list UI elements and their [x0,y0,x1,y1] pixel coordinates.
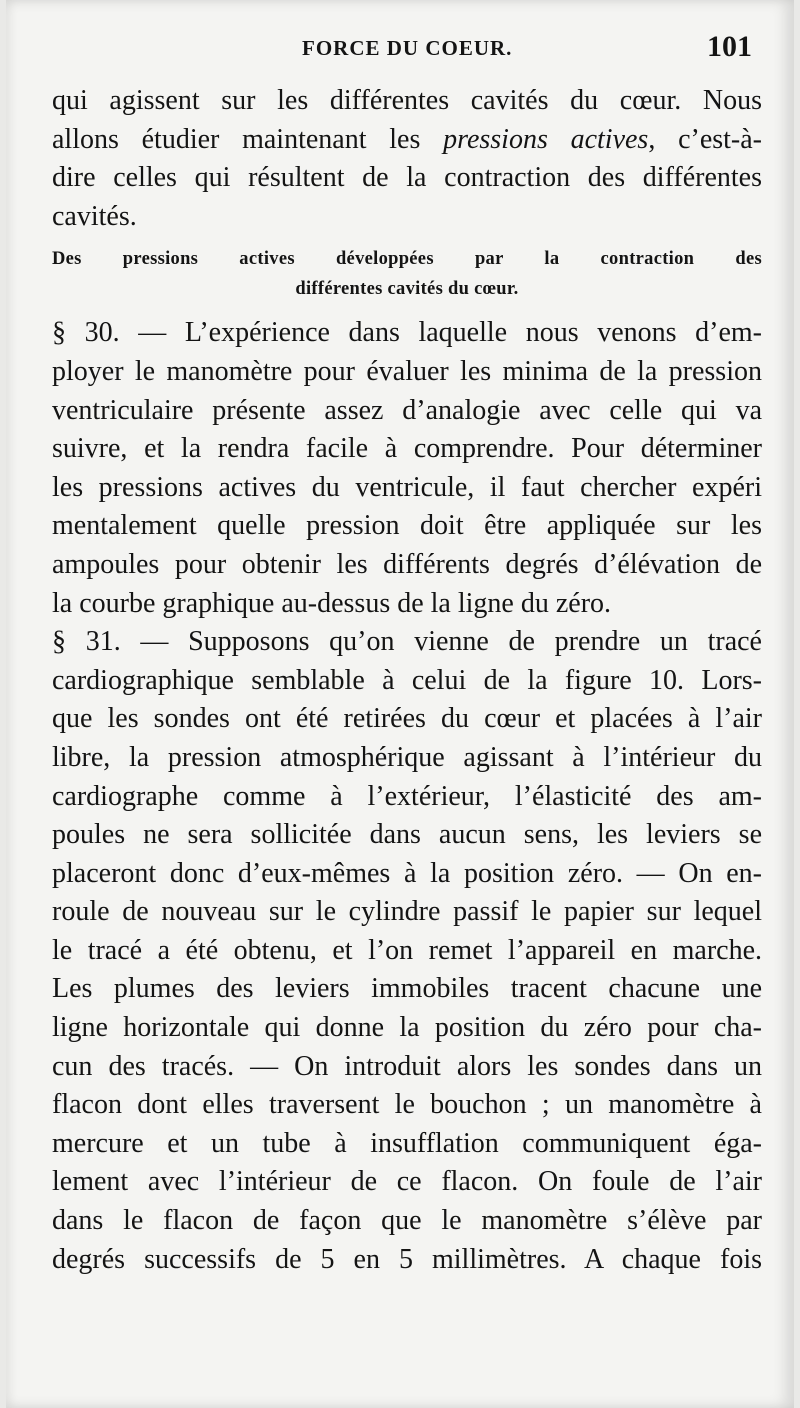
text-line: libre, la pression atmosphérique agissant à l’intérieur du [52,741,762,773]
text-line: cun des tracés. — On introduit alors les sondes dans un [52,1050,762,1082]
text-line: suivre, et la rendra facile à comprendre. Pour déterminer [52,433,762,465]
text-line: le tracé a été obtenu, et l’on remet l’appareil en marche. [52,934,762,966]
text-line: poules ne sera sollicitée dans aucun sens, les leviers se [52,819,762,851]
text-line: § 30. — L’expérience dans laquelle nous venons d’em- [52,317,762,349]
text-line: ployer le manomètre pour évaluer les minima de la pression [52,355,762,387]
text-line: ampoules pour obtenir les différents degrés d’élévation de [52,548,762,580]
book-page [6,0,794,1408]
text-line: placeront donc d’eux-mêmes à la position zéro. — On en- [52,857,762,889]
text-line: que les sondes ont été retirées du cœur et placées à l’air [52,703,762,735]
paragraph-intro [52,82,762,236]
paragraph-31 [52,623,762,1279]
text-line: ventriculaire présente assez d’analogie avec celle qui va [52,394,762,426]
emphasis-text: pressions actives [443,123,649,155]
body-text [52,82,762,1279]
text-line: mercure et un tube à insufflation communiquent éga- [52,1127,762,1159]
section-heading [52,244,762,304]
running-head: FORCE DU COEUR. [302,36,513,60]
text-line: Les plumes des leviers immobiles tracent chacune une [52,973,762,1005]
paragraph-30 [52,314,762,623]
page-header [52,30,752,74]
text-line: dire celles qui résultent de la contraction des différentes [52,162,762,194]
text-span: , c’est-à- [648,123,762,155]
text-line: cardiographique semblable à celui de la figure 10. Lors- [52,664,762,696]
text-line: roule de nouveau sur le cylindre passif le papier sur lequel [52,896,762,928]
text-line: § 31. — Supposons qu’on vienne de prendre un tracé [52,626,762,658]
text-line: lement avec l’intérieur de ce flacon. On foule de l’air [52,1166,762,1198]
section-heading-line: Des pressions actives développées par la contraction des [52,249,762,270]
text-line: qui agissent sur les différentes cavités du cœur. Nous [52,85,762,116]
text-line: les pressions actives du ventricule, il faut chercher expéri [52,471,762,503]
text-line: cardiographe comme à l’extérieur, l’élasticité des am- [52,780,762,812]
page-number: 101 [707,30,752,63]
section-heading-line: différentes cavités du cœur. [295,279,519,300]
text-line: flacon dont elles traversent le bouchon ; un manomètre à [52,1089,762,1121]
text-line: mentalement quelle pression doit être appliquée sur les [52,510,762,542]
text-span: allons étudier maintenant les [52,123,421,155]
text-line [52,121,762,160]
text-line: dans le flacon de façon que le manomètre s’élève par [52,1205,762,1237]
text-line: ligne horizontale qui donne la position du zéro pour cha- [52,1012,762,1044]
text-line: degrés successifs de 5 en 5 millimètres. A chaque fois [52,1243,762,1275]
text-line: la courbe graphique au-dessus de la ligne du zéro. [52,587,612,619]
text-line: cavités. [52,200,137,232]
